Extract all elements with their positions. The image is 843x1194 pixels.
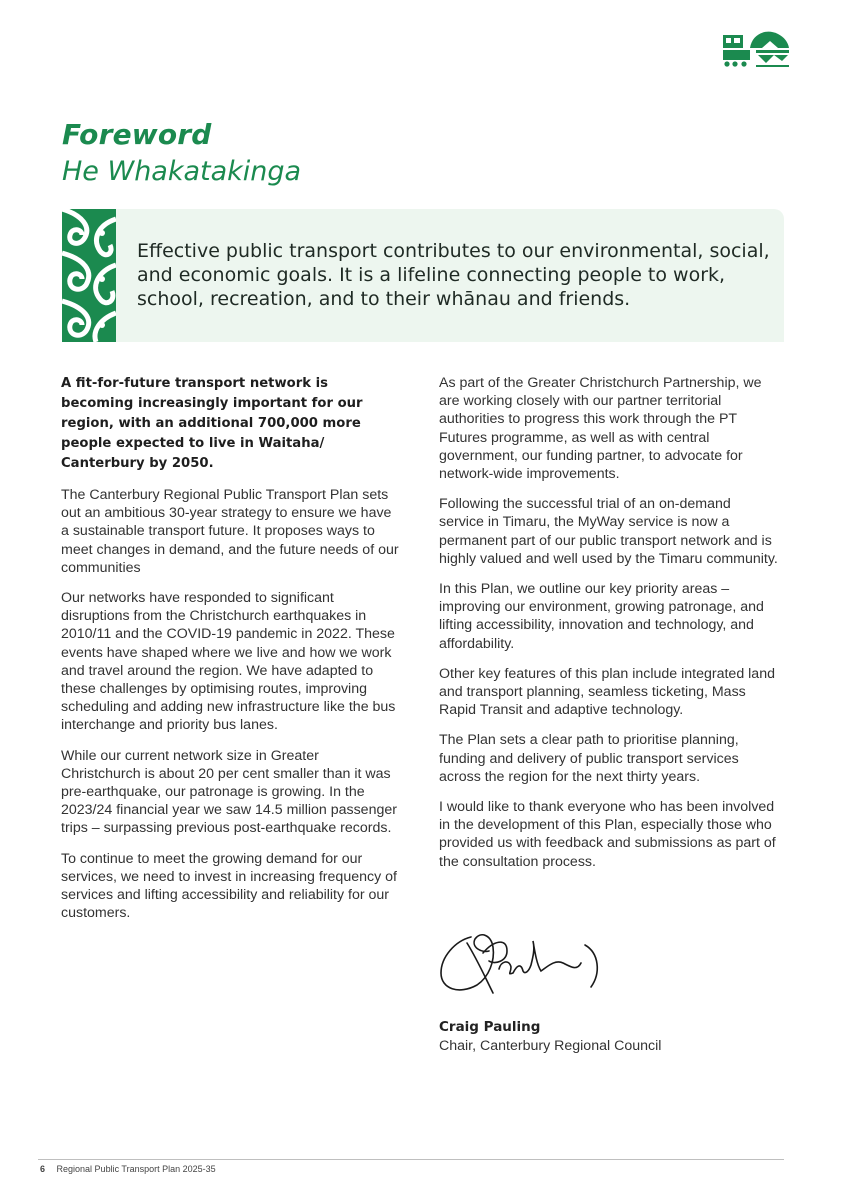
page-number: 6 [40,1164,46,1174]
kowhaiwhai-pattern-icon [62,209,116,342]
body-paragraph: The Canterbury Regional Public Transport Plan sets out an ambitious 30-year strategy to ensure we have a sustainable transport future. It proposes ways to meet changes in demand, and the future needs of our communities [61,487,399,576]
handwritten-signature-icon [437,923,607,1001]
signer-role: Chair, Canterbury Regional Council [439,1038,662,1054]
body-paragraph: In this Plan, we outline our key priority areas – improving our environment, growing patronage, and lifting accessibility, innovation and technology, and affordability. [439,581,764,652]
callout-quote-text: Effective public transport contributes to our environmental, social, and economic goals. It is a lifeline connecting people to work, school, recreation, and to their whānau and friends. [137,240,770,310]
signer-name: Craig Pauling [439,1019,541,1035]
body-paragraph: To continue to meet the growing demand for our services, we need to invest in increasing frequency of services and lifting accessibility and reliability for our customers. [61,850,397,922]
page-subtitle: He Whakatakinga [62,156,302,187]
page-title: Foreword [62,118,212,151]
page-footer [40,1164,216,1174]
left-column [61,374,401,934]
footer-divider [38,1159,784,1160]
body-paragraph: Other key features of this plan include integrated land and transport planning, seamless ticketing, Mass Rapid Transit and adaptive technology. [439,665,775,719]
body-paragraph: Following the successful trial of an on-demand service in Timaru, the MyWay service is now a permanent part of our public transport network and is highly valued and well used by the Timaru community. [439,496,778,567]
body-paragraph: As part of the Greater Christchurch Partnership, we are working closely with our partner territorial authorities to progress this work through the PT Futures programme, as well as with central government, our funding partner, to advocate for network-wide improvements. [439,375,762,483]
right-column [439,374,779,883]
body-paragraph: The Plan sets a clear path to prioritise planning, funding and delivery of public transport services across the region for the next thirty years. [439,732,739,785]
body-paragraph: I would like to thank everyone who has been involved in the development of this Plan, especially those who provided us with feedback and submissions as part of the consultation process. [439,799,776,870]
bus-train-ferry-logo-icon [722,26,790,70]
lead-paragraph: A fit-for-future transport network is becoming increasingly important for our region, with an additional 700,000 more people expected to live in Waitaha/ Canterbury by 2050. [61,376,363,471]
body-paragraph: While our current network size in Greater Christchurch is about 20 per cent smaller than it was pre-earthquake, our patronage is growing. In the 2023/24 financial year we saw 14.5 million passenger trips – surpassing previous post-earthquake records. [61,747,397,837]
body-paragraph: Our networks have responded to significant disruptions from the Christchurch earthquakes in 2010/11 and the COVID-19 pandemic in 2022. These events have shaped where we live and how we work and travel around the region. We have adapted to these challenges by optimising routes, improving scheduling and adding new infrastructure like the bus interchange and priority bus lanes. [61,590,396,734]
footer-doc-title: Regional Public Transport Plan 2025-35 [56,1164,216,1174]
